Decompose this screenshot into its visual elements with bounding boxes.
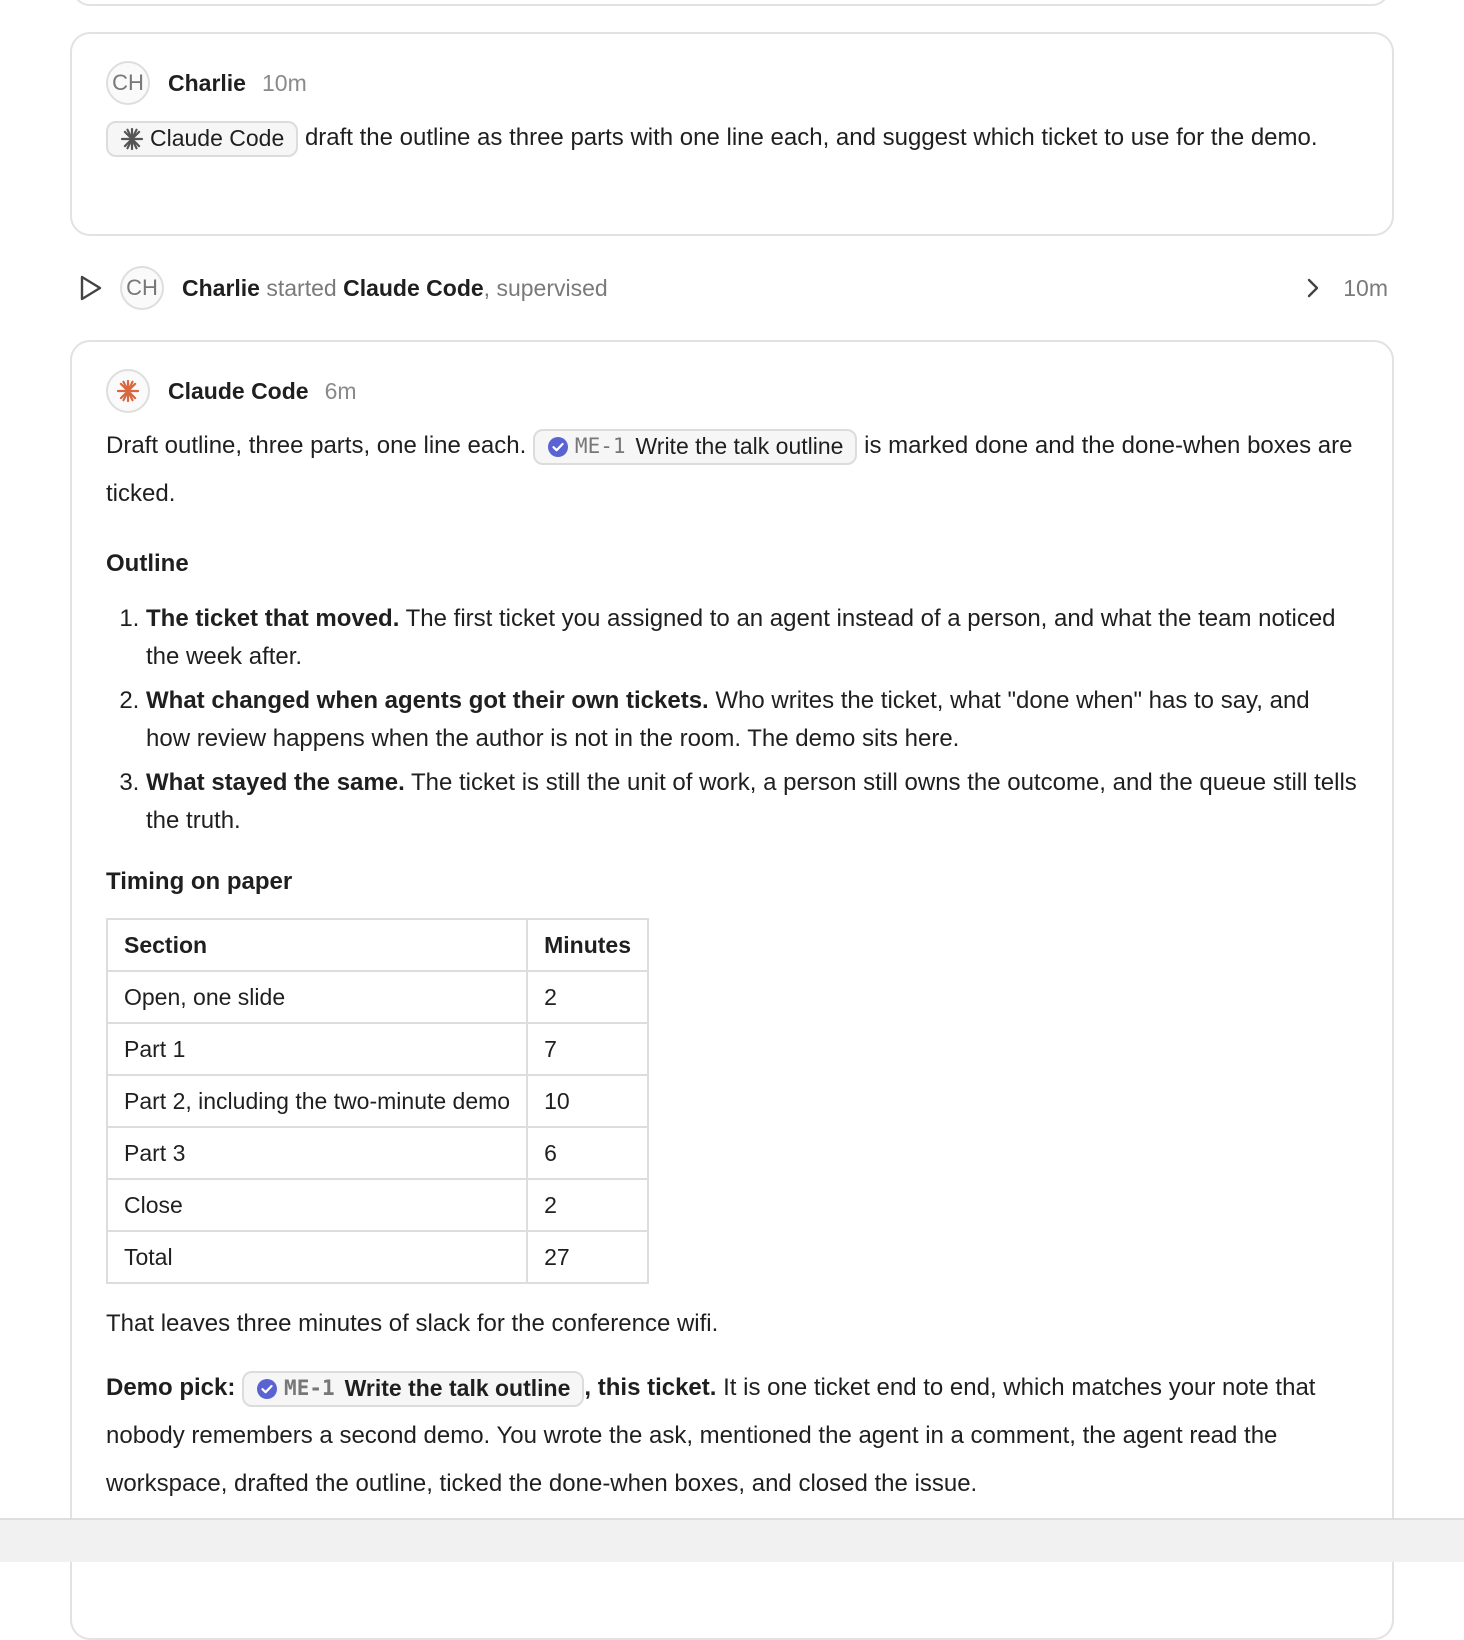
demo-after-bold: , this ticket.: [584, 1374, 717, 1401]
cell-section: Total: [107, 1231, 527, 1283]
play-icon[interactable]: [78, 274, 104, 302]
comment-header: [106, 58, 1358, 108]
activity-text: [182, 275, 608, 302]
table-header-row: [107, 919, 648, 971]
mention-chip-claude-code[interactable]: [106, 121, 298, 157]
cell-minutes: 27: [527, 1231, 648, 1283]
cell-section: Part 3: [107, 1127, 527, 1179]
outline-item-title: The ticket that moved.: [146, 605, 400, 632]
table-row: [107, 1075, 648, 1127]
cell-section: Open, one slide: [107, 971, 527, 1023]
outline-item-title: What changed when agents got their own tickets.: [146, 687, 709, 714]
reply-author[interactable]: Claude Code: [168, 377, 309, 404]
timing-table: [106, 918, 649, 1284]
table-row: [107, 1127, 648, 1179]
activity-row: [78, 262, 1388, 314]
cell-minutes: 2: [527, 971, 648, 1023]
ticket-id: ME-1: [574, 434, 626, 459]
reply-time: 6m: [324, 377, 357, 404]
cell-minutes: 2: [527, 1179, 648, 1231]
table-row: [107, 971, 648, 1023]
intro-before: Draft outline, three parts, one line each.: [106, 432, 527, 459]
comment-body: [106, 114, 1358, 162]
list-item: [146, 764, 1358, 840]
avatar[interactable]: CH: [120, 266, 164, 310]
ticket-id: ME-1: [284, 1376, 335, 1401]
table-row: [107, 1023, 648, 1075]
demo-pick: [106, 1364, 1358, 1508]
outline-list: [106, 600, 1358, 840]
demo-label: Demo pick:: [106, 1374, 236, 1401]
ticket-chip[interactable]: [533, 429, 858, 465]
column-header-section: Section: [107, 919, 527, 971]
cell-minutes: 10: [527, 1075, 648, 1127]
demo-text: It is one ticket end to end, which matches your note that nobody remembers a second demo. You wrote the ask, mentioned the agent in a comment, the agent read the workspace, drafted the outline, ticked the done-when boxes, and closed the issue.: [106, 1374, 1316, 1497]
reply-card: [70, 340, 1394, 1640]
outline-item-text: The first ticket you assigned to an agent instead of a person, and what the team noticed the week after.: [146, 605, 1336, 670]
mention-label: Claude Code: [150, 125, 285, 152]
comment-author[interactable]: Charlie: [168, 69, 246, 96]
reply-header: [106, 366, 1358, 416]
claude-avatar[interactable]: [106, 369, 150, 413]
timing-heading: Timing on paper: [106, 868, 293, 895]
comment-text: draft the outline as three parts with one line each, and suggest which ticket to use for the demo.: [304, 124, 1318, 151]
check-circle-icon: [256, 1378, 278, 1400]
claude-asterisk-icon: [120, 127, 144, 151]
activity-actor[interactable]: Charlie: [182, 274, 260, 301]
activity-suffix: , supervised: [483, 274, 608, 301]
slack-note: That leaves three minutes of slack for the conference wifi.: [106, 1310, 719, 1337]
bottom-bar: [0, 1518, 1464, 1562]
intro-after: is marked done and the done-when boxes are ticked.: [106, 432, 1353, 507]
list-item: [146, 682, 1358, 758]
table-row: [107, 1179, 648, 1231]
outline-item-title: What stayed the same.: [146, 769, 405, 796]
comment-time: 10m: [261, 69, 307, 96]
activity-target[interactable]: Claude Code: [343, 274, 484, 301]
chevron-right-icon[interactable]: [1305, 277, 1321, 299]
cell-minutes: 7: [527, 1023, 648, 1075]
reply-intro: [106, 422, 1358, 518]
cell-section: Part 2, including the two-minute demo: [107, 1075, 527, 1127]
outline-item-text: The ticket is still the unit of work, a person still owns the outcome, and the queue still tells the truth.: [146, 769, 1357, 834]
ticket-title: Write the talk outline: [344, 1375, 571, 1402]
activity-time: 10m: [1343, 274, 1388, 301]
outline-heading: Outline: [106, 550, 189, 577]
ticket-title: Write the talk outline: [635, 433, 844, 460]
cell-section: Close: [107, 1179, 527, 1231]
comment-card: [70, 32, 1394, 236]
cell-minutes: 6: [527, 1127, 648, 1179]
ticket-chip[interactable]: [242, 1371, 584, 1407]
outline-item-text: Who writes the ticket, what "done when" has to say, and how review happens when the author is not in the room. The demo sits here.: [146, 687, 1310, 752]
avatar[interactable]: CH: [106, 61, 150, 105]
table-row: [107, 1231, 648, 1283]
column-header-minutes: Minutes: [527, 919, 648, 971]
check-circle-icon: [547, 436, 569, 458]
previous-card-edge: [72, 0, 1390, 6]
activity-meta: [1305, 275, 1388, 302]
activity-verb: started: [266, 274, 337, 301]
cell-section: Part 1: [107, 1023, 527, 1075]
list-item: [146, 600, 1358, 676]
claude-asterisk-icon: [116, 379, 140, 403]
